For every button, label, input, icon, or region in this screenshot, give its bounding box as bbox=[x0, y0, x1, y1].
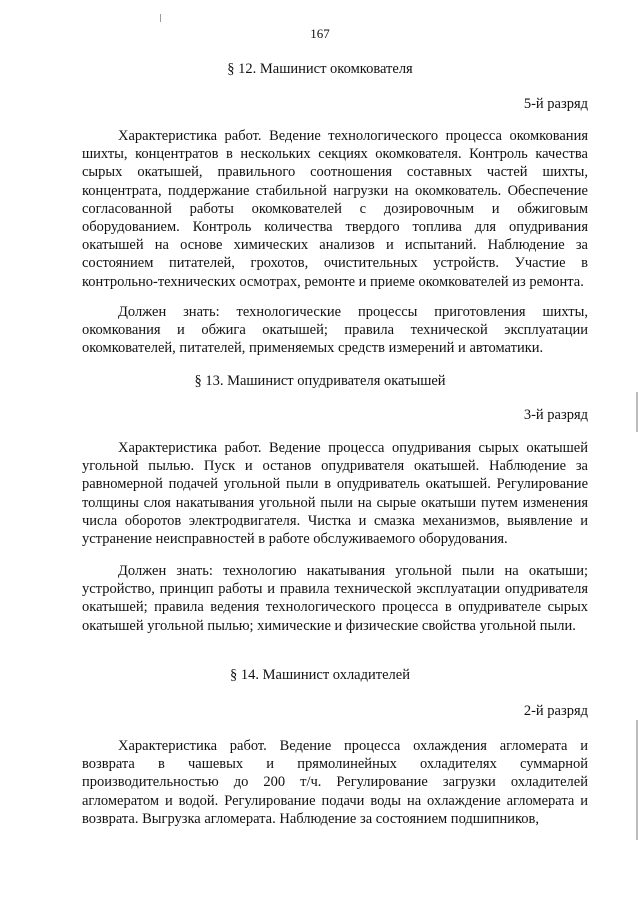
section-heading: § 12. Машинист окомкователя bbox=[227, 61, 413, 77]
page-number: 167 bbox=[310, 26, 330, 41]
scan-edge-mark bbox=[636, 720, 638, 840]
knowledge-paragraph: Должен знать: технологию накатывания угольной пыли на окатыши; устройство, принцип работы и правила технической эксплуатации опудривателя окатышей; правила ведения технологического процесса в опудривателе сырых окатышей угольной пылью; химические и физические свойства угольной пыли. bbox=[82, 563, 588, 634]
section-heading: § 13. Машинист опудривателя окатышей bbox=[194, 373, 446, 389]
characteristics-paragraph: Характеристика работ. Ведение процесса опудривания сырых окатышей угольной пылью. Пуск и останов опудривателя окатышей. Наблюдение за равномерной подачей угольной пыли в опудриватель окатышей. Регулирование толщины слоя накатывания угольной пыли на сырые окатыши путем изменения числа оборотов электродвигателя. Чистка и смазка механизмов, выявление и устранение неисправностей в работе обслуживаемого оборудования. bbox=[82, 440, 588, 548]
scan-edge-mark bbox=[636, 392, 638, 432]
scan-mark bbox=[160, 14, 161, 22]
characteristics-paragraph: Характеристика работ. Ведение процесса охлаждения агломерата и возврата в чашевых и прямолинейных охладителях суммарной производительностью до 200 т/ч. Регулирование загрузки охладителей агломератом и водой. Регулирование подачи воды на охлаждение агломерата и возврата. Выгрузка агломерата. Наблюдение за состоянием подшипников, bbox=[82, 738, 588, 827]
knowledge-paragraph: Должен знать: технологические процессы приготовления шихты, окомкования и обжига окатышей; правила технической эксплуатации окомкователей, питателей, применяемых средств измерений и автоматики. bbox=[82, 304, 588, 357]
characteristics-paragraph: Характеристика работ. Ведение технологического процесса окомкования шихты, концентратов в нескольких секциях окомкователя. Контроль качества сырых окатышей, правильного соотношения составных частей шихты, концентрата, поддержание стабильной нагрузки на окомкователь. Обеспечение согласованной работы окомкователей с дозировочным и обжиговым оборудованием. Контроль количества твердого топлива для опудривания окатышей на основе химических анализов и испытаний. Наблюдение за состоянием питателей, грохотов, очистительных устройств. Участие в контрольно-технических осмотрах, ремонте и приеме окомкователей из ремонта. bbox=[82, 128, 588, 290]
grade-label: 3-й разряд bbox=[523, 407, 588, 423]
section-heading: § 14. Машинист охладителей bbox=[230, 667, 410, 683]
grade-label: 5-й разряд bbox=[523, 96, 588, 112]
grade-label: 2-й разряд bbox=[523, 703, 588, 719]
